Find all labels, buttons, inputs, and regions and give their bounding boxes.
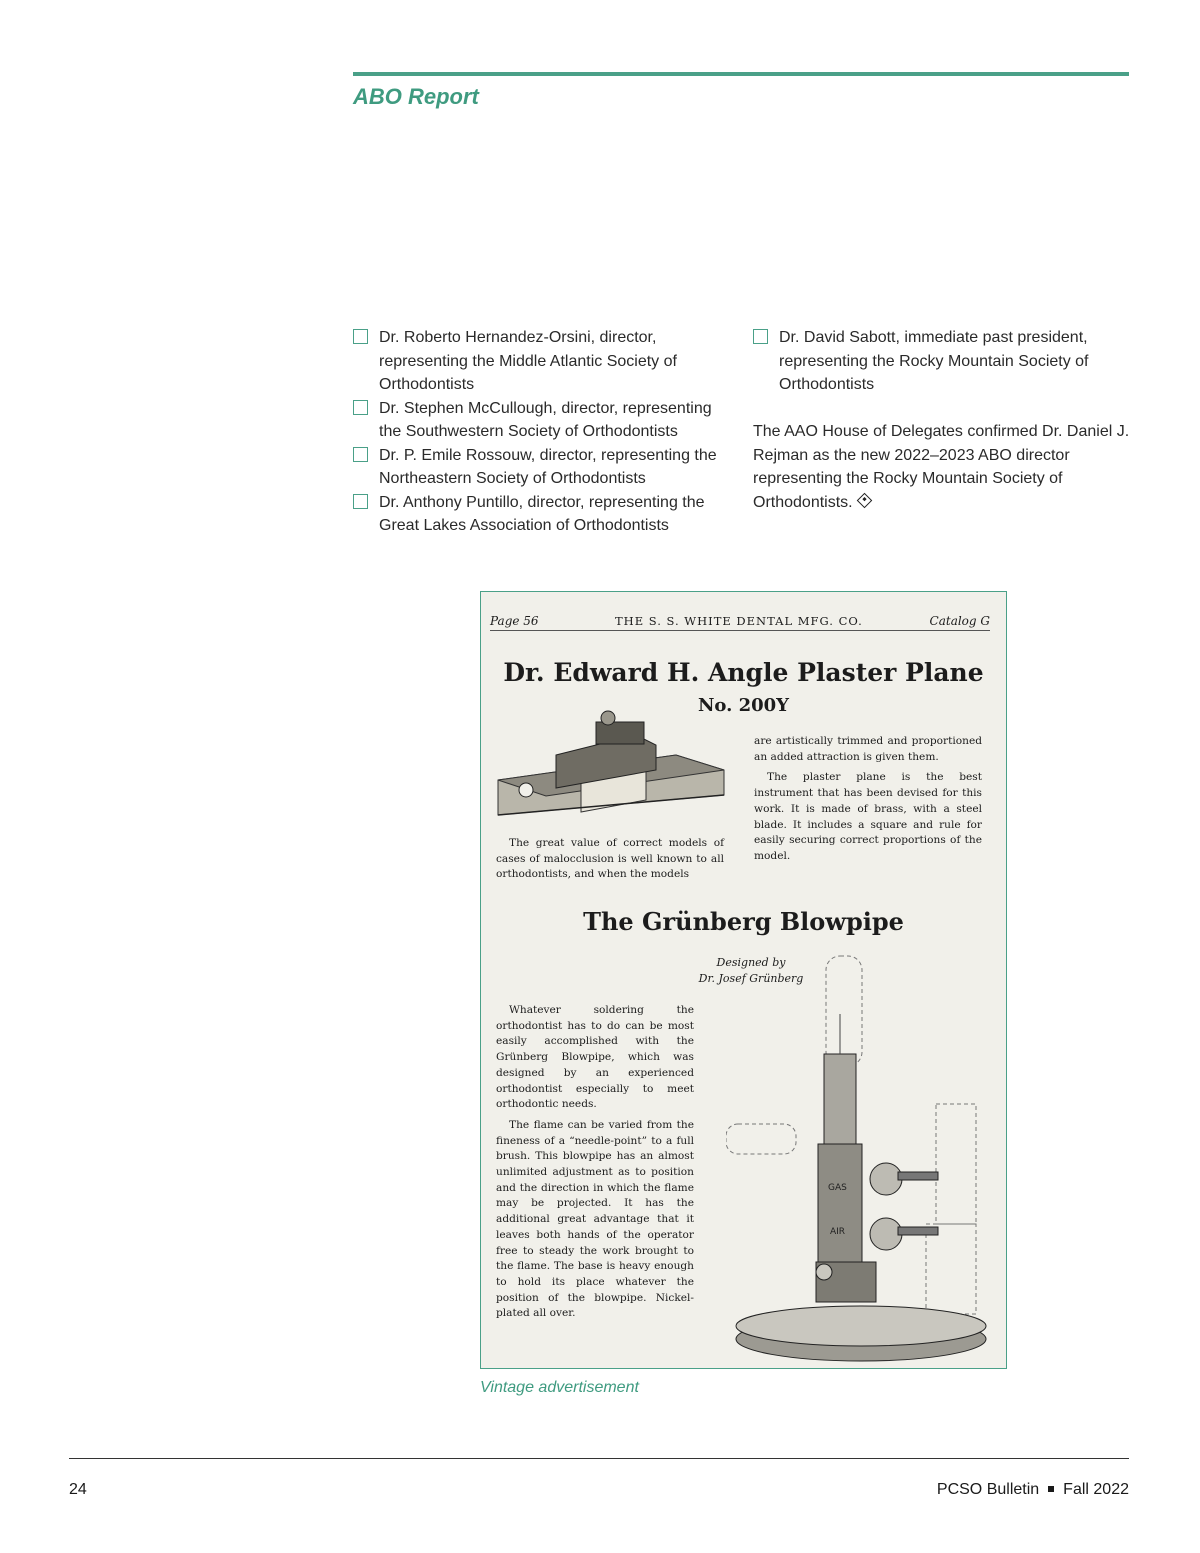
section-title: ABO Report <box>353 84 479 109</box>
ad-plane-para-2: The plaster plane is the best instrument that has been devised for this work. It is made of brass, with a steel blade. It includes a square and rule for easily securing correct proportions of the model. <box>754 771 982 862</box>
end-mark-icon <box>856 492 872 508</box>
ad-title-blowpipe: The Grünberg Blowpipe <box>583 907 904 936</box>
director-list-right <box>753 326 1131 397</box>
ad-designer-credit: Designed by Dr. Josef Grünberg <box>698 956 804 985</box>
list-item: Dr. David Sabott, immediate past president, representing the Rocky Mountain Society of Orthodontists <box>753 326 1131 397</box>
list-item: Dr. P. Emile Rossouw, director, representing the Northeastern Society of Orthodontists <box>353 444 725 491</box>
air-label: AIR <box>830 1227 846 1237</box>
publication-name: PCSO Bulletin <box>936 1481 1040 1498</box>
confirmation-paragraph: The AAO House of Delegates confirmed Dr. Daniel J. Rejman as the new 2022–2023 ABO director representing the Rocky Mountain Society of Orthodontists. <box>753 423 1130 511</box>
left-column <box>353 326 725 538</box>
issue-label: Fall 2022 <box>1063 1481 1129 1498</box>
ad-title-plaster-plane: Dr. Edward H. Angle Plaster Plane <box>503 658 984 687</box>
ad-plane-text-left: The great value of correct models of cases of malocclusion is well known to all orthodontists, and when the models <box>496 837 724 881</box>
list-item: Dr. Anthony Puntillo, director, representing the Great Lakes Association of Orthodontists <box>353 491 725 538</box>
figure-caption: Vintage advertisement <box>480 1379 639 1396</box>
ad-plane-para-1: are artistically trimmed and proportioned an added attraction is given them. <box>754 735 982 763</box>
list-item: Dr. Stephen McCullough, director, representing the Southwestern Society of Orthodontists <box>353 397 725 444</box>
checkbox-icon <box>353 494 368 509</box>
publication-footer <box>937 1481 1129 1499</box>
gas-label: GAS <box>828 1183 847 1193</box>
blowpipe-illustration <box>726 954 996 1364</box>
ad-company-name: THE S. S. WHITE DENTAL MFG. CO. <box>615 614 863 628</box>
ad-plane-text-right <box>754 734 982 870</box>
top-rule <box>353 72 1129 76</box>
ad-blowpipe-para-2: The flame can be varied from the fineness of a “needle-point” to a full brush. This blowpipe has an almost unlimited adjustment as to position and the direction in which the flame may be projected. It has the additional great advantage that it leaves both hands of the operator free to steady the work brought to the flame. The base is heavy enough to hold its place whatever the position of the blowpipe. Nickel-plated all over. <box>496 1118 694 1320</box>
ad-blowpipe-text <box>496 1003 694 1327</box>
page-number: 24 <box>69 1481 87 1498</box>
ad-page-label: Page 56 <box>490 614 539 628</box>
separator-square-icon <box>1048 1486 1054 1492</box>
ad-model-number: No. 200Y <box>697 695 790 716</box>
checkbox-icon <box>353 400 368 415</box>
ad-blowpipe-para-1: Whatever soldering the orthodontist has to do can be most easily accomplished with the Grünberg Blowpipe, which was designed by an experienced orthodontist especially to meet orthodontic needs. <box>496 1004 694 1111</box>
vintage-advertisement-image <box>480 591 1007 1369</box>
plaster-plane-illustration <box>496 700 726 830</box>
checkbox-icon <box>353 329 368 344</box>
list-item: Dr. Roberto Hernandez-Orsini, director, representing the Middle Atlantic Society of Orthodontists <box>353 326 725 397</box>
ad-header <box>490 612 990 631</box>
checkbox-icon <box>753 329 768 344</box>
footer-rule <box>69 1458 1129 1459</box>
ad-catalog-label: Catalog G <box>929 614 990 628</box>
director-list-left <box>353 326 725 538</box>
checkbox-icon <box>353 447 368 462</box>
right-column <box>753 326 1131 514</box>
